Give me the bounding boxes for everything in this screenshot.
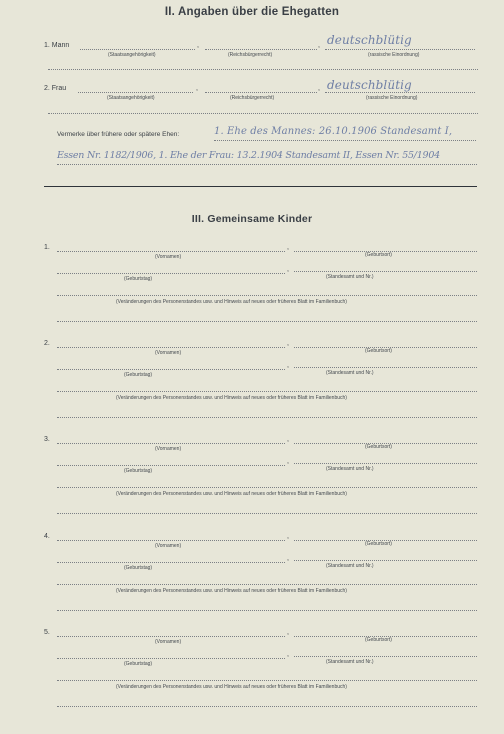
child-changes-line [57,391,477,392]
child-registry-caption: (Standesamt und Nr.) [326,563,374,569]
child-birthplace-caption: (Geburtsort) [365,541,392,547]
section-title-children: III. Gemeinsame Kinder [191,213,313,225]
child-changes-caption: (Veränderungen des Personenstandes usw. und Hinweis auf neues oder früheres Blatt im Familienbuch) [116,684,347,690]
child-birthplace-caption: (Geburtsort) [365,637,392,643]
child-birthdate-caption: (Geburtstag) [124,565,153,571]
child-registry-line [294,656,477,657]
husband-racial-entry: deutschblütig [327,33,412,47]
child-changes-caption: (Veränderungen des Personenstandes usw. und Hinweis auf neues oder früheres Blatt im Familienbuch) [116,491,347,497]
child-changes-caption: (Veränderungen des Personenstandes usw. und Hinweis auf neues oder früheres Blatt im Familienbuch) [116,588,347,594]
child-birthdate-caption: (Geburtstag) [124,468,153,474]
wife-nationality-line [78,92,193,93]
child-changes-extra-line [57,706,477,707]
wife-nationality-caption: (Staatsangehörigkeit) [107,95,155,101]
child-birthdate-line [57,369,285,370]
child-changes-line [57,584,477,585]
child-number: 2. [44,340,50,347]
husband-nationality-line [80,49,195,50]
child-first-names-line [57,347,285,348]
child-birthdate-caption: (Geburtstag) [124,372,153,378]
child-birthdate-line [57,273,285,274]
child-first-names-line [57,636,285,637]
child-changes-extra-line [57,321,477,322]
child-birthdate-line [57,658,285,659]
husband-citizenship-line [205,49,317,50]
child-number: 4. [44,533,50,540]
child-registry-line [294,271,477,272]
child-number: 3. [44,436,50,443]
child-birthdate-caption: (Geburtstag) [124,276,153,282]
child-birthplace-caption: (Geburtsort) [365,348,392,354]
child-changes-extra-line [57,610,477,611]
child-first-names-line [57,540,285,541]
child-first-names-caption: (Vornamen) [155,446,182,452]
husband-racial-line [325,49,475,50]
child-birthdate-line [57,465,285,466]
child-birthdate-line [57,562,285,563]
child-registry-caption: (Standesamt und Nr.) [326,466,374,472]
section-divider [44,186,477,187]
marriage-notes-line1: 1. Ehe des Mannes: 26.10.1906 Standesamt I, [214,126,453,137]
child-changes-line [57,487,477,488]
child-birthdate-caption: (Geburtstag) [124,661,153,667]
child-registry-line [294,560,477,561]
child-birthplace-caption: (Geburtsort) [365,444,392,450]
husband-racial-caption: (rassische Einordnung) [368,52,420,58]
child-first-names-caption: (Vornamen) [155,254,182,260]
child-changes-extra-line [57,513,477,514]
husband-label: 1. Mann [44,42,70,49]
husband-citizenship-caption: (Reichsbürgerrecht) [228,52,273,58]
document-page: II. Angaben über die Ehegatten 1. Mann , , deutschblütig (Staatsangehörigkeit) (Reichsbürgerrecht) (rassische Einordnung) 2. Frau , , deutschblütig (Staatsangehörigkeit) (Reichsbürgerrecht) (rassische Einordnung) Vermerke über frühere oder spätere Ehen: 1. Ehe des Mannes: 26.10.1906 Standesamt I, Essen Nr. 1182/1906, 1. Ehe der Frau: 13.2.1904 Standesamt II, Essen Nr. 55/1904 III. Gemeinsame Kinder 1. , (Vornamen) (Geburtsort) , (Geburtstag) (Standesamt und Nr.) (Veränderungen des Personenstandes usw. und Hinweis auf neues oder früheres Blatt im Familienbuch) 2. , (Vornamen) (Geburtsort) , (Geburtstag) (Standesamt und Nr.) (Veränderungen des Personenstandes usw. und Hinweis auf neues oder früheres Blatt im Familienbuch) 3. , (Vornamen) (Geburtsort) , (Geburtstag) (Standesamt und Nr.) (Veränderungen des Personenstandes usw. und Hinweis auf neues oder früheres Blatt im Familienbuch) 4. , (Vornamen) (Geburtsort) , (Geburtstag) (Standesamt und Nr.) (Veränderungen des Personenstandes usw. und Hinweis auf neues oder früheres Blatt im Familienbuch) 5. , (Vornamen) (Geburtsort) , (Geburtstag) (Standesamt und Nr.) (Veränderungen des Personenstandes usw. und Hinweis auf neues oder früheres Blatt im Familienbuch) [0,0,504,734]
wife-label: 2. Frau [44,85,67,92]
child-first-names-line [57,251,285,252]
child-registry-line [294,367,477,368]
child-registry-caption: (Standesamt und Nr.) [326,659,374,665]
child-first-names-line [57,443,285,444]
child-first-names-caption: (Vornamen) [155,639,182,645]
marriage-notes-line2: Essen Nr. 1182/1906, 1. Ehe der Frau: 13.2.1904 Standesamt II, Essen Nr. 55/1904 [57,150,440,161]
child-changes-caption: (Veränderungen des Personenstandes usw. und Hinweis auf neues oder früheres Blatt im Familienbuch) [116,299,347,305]
child-changes-caption: (Veränderungen des Personenstandes usw. und Hinweis auf neues oder früheres Blatt im Familienbuch) [116,395,347,401]
wife-extra-line [48,113,478,114]
child-changes-line [57,295,477,296]
wife-citizenship-line [205,92,317,93]
child-changes-extra-line [57,417,477,418]
wife-racial-caption: (rassische Einordnung) [366,95,418,101]
child-registry-line [294,463,477,464]
wife-citizenship-caption: (Reichsbürgerrecht) [230,95,275,101]
wife-racial-entry: deutschblütig [327,78,412,92]
husband-extra-line [48,69,478,70]
child-first-names-caption: (Vornamen) [155,350,182,356]
child-number: 5. [44,629,50,636]
child-number: 1. [44,244,50,251]
child-first-names-caption: (Vornamen) [155,543,182,549]
marriage-notes-label: Vermerke über frühere oder spätere Ehen: [57,131,180,138]
child-changes-line [57,680,477,681]
wife-racial-line [325,92,475,93]
child-birthplace-caption: (Geburtsort) [365,252,392,258]
child-registry-caption: (Standesamt und Nr.) [326,274,374,280]
section-title-spouses: II. Angaben über die Ehegatten [164,6,340,18]
husband-nationality-caption: (Staatsangehörigkeit) [108,52,156,58]
child-registry-caption: (Standesamt und Nr.) [326,370,374,376]
